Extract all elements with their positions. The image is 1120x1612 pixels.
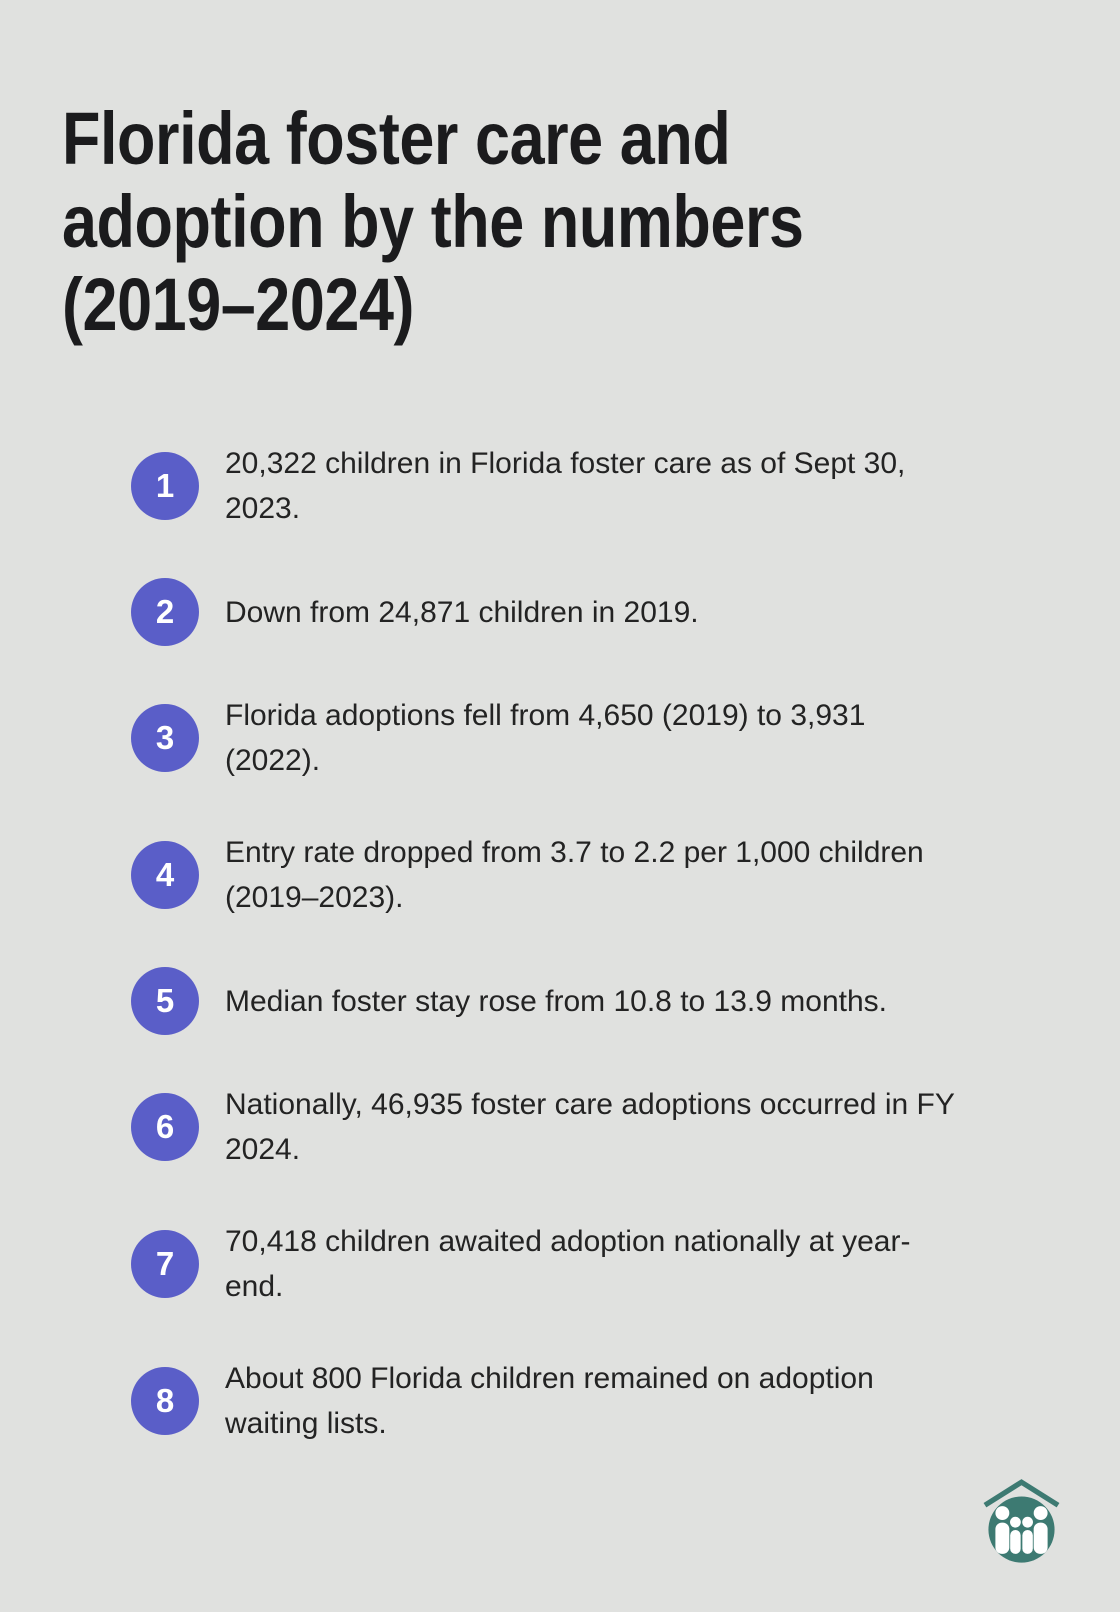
list-item <box>131 693 1060 783</box>
page-title: Florida foster care and adoption by the numbers (2019–2024) <box>62 97 804 346</box>
fact-text: About 800 Florida children remained on adoption waiting lists. <box>225 1362 874 1440</box>
number-badge: 8 <box>131 1367 199 1435</box>
fact-text: 20,322 children in Florida foster care as of Sept 30, 2023. <box>225 447 906 525</box>
number-badge: 2 <box>131 578 199 646</box>
number-badge: 6 <box>131 1093 199 1161</box>
fact-text: Entry rate dropped from 3.7 to 2.2 per 1,000 children (2019–2023). <box>225 836 924 914</box>
fact-text: 70,418 children awaited adoption nationally at year-end. <box>225 1225 911 1303</box>
fact-text: Florida adoptions fell from 4,650 (2019) to 3,931 (2022). <box>225 699 866 777</box>
family-under-roof-icon <box>978 1472 1065 1568</box>
list-item <box>131 578 1060 646</box>
fact-text: Median foster stay rose from 10.8 to 13.9 months. <box>225 984 887 1018</box>
list-item <box>131 967 1060 1035</box>
number-badge: 5 <box>131 967 199 1035</box>
number-badge: 3 <box>131 704 199 772</box>
number-badge: 4 <box>131 841 199 909</box>
number-badge: 7 <box>131 1230 199 1298</box>
fact-text: Nationally, 46,935 foster care adoptions occurred in FY 2024. <box>225 1088 955 1166</box>
list-item <box>131 830 1060 920</box>
list-item <box>131 1356 1060 1446</box>
list-item <box>131 1219 1060 1309</box>
fact-text: Down from 24,871 children in 2019. <box>225 595 699 629</box>
number-badge: 1 <box>131 452 199 520</box>
list-item <box>131 441 1060 531</box>
fact-list <box>131 441 1060 1446</box>
list-item <box>131 1082 1060 1172</box>
